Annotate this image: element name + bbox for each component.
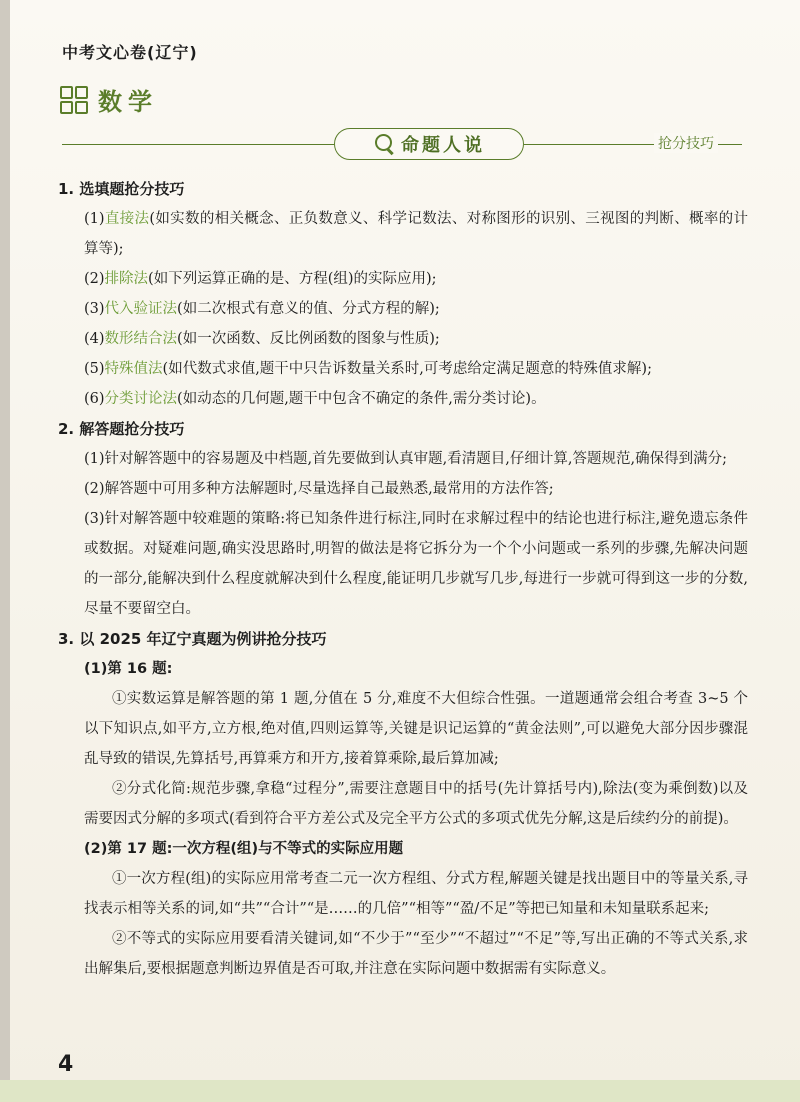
banner-tip: 抢分技巧 bbox=[654, 133, 718, 153]
list-item: (5)特殊值法(如代数式求值,题干中只告诉数量关系时,可考虑给定满足题意的特殊值求解); bbox=[84, 361, 652, 377]
paragraph: (3)针对解答题中较难题的策略:将已知条件进行标注,同时在求解过程中的结论也进行标注,避免遗忘条件或数据。对疑难问题,确实没思路时,明智的做法是将它拆分为一个个小问题或一系列的步骤,先解决问题的一部分,能解决到什么程度就解决到什么程度,能证明几步就写几步,每进行一步就可得到这一步的分数,尽量不要留空白。 bbox=[84, 511, 748, 617]
section-heading: 3. 以 2025 年辽宁真题为例讲抢分技巧 bbox=[58, 630, 327, 648]
section-banner bbox=[62, 128, 742, 160]
paragraph: (1)针对解答题中的容易题及中档题,首先要做到认真审题,看清题目,仔细计算,答题规范,确保得到满分; bbox=[84, 451, 727, 467]
list-item: (2)排除法(如下列运算正确的是、方程(组)的实际应用); bbox=[84, 271, 437, 287]
method-name: 数形结合法 bbox=[104, 331, 178, 347]
method-name: 特殊值法 bbox=[104, 361, 163, 377]
magnifier-icon bbox=[373, 133, 395, 155]
section-heading: 1. 选填题抢分技巧 bbox=[58, 180, 185, 198]
page-edge bbox=[0, 0, 10, 1102]
paragraph: ②不等式的实际应用要看清关键词,如“不少于”“至少”“不超过”“不足”等,写出正确的不等式关系,求出解集后,要根据题意判断边界值是否可取,并注意在实际问题中数据需有实际意义。 bbox=[84, 931, 748, 977]
banner-rule-left bbox=[62, 144, 334, 145]
banner-title: 命题人说 bbox=[401, 135, 485, 156]
grid-icon bbox=[60, 86, 88, 114]
paragraph: ①实数运算是解答题的第 1 题,分值在 5 分,难度不大但综合性强。一道题通常会组合考查 3~5 个以下知识点,如平方,立方根,绝对值,四则运算等,关键是识记运算的“黄金法则”,可以避免大部分因步骤混乱导致的错误,先算括号,再算乘方和开方,接着算乘除,最后算加减; bbox=[84, 691, 748, 767]
list-item: (1)直接法(如实数的相关概念、正负数意义、科学记数法、对称图形的识别、三视图的判断、概率的计算等); bbox=[84, 211, 749, 257]
paragraph: ①一次方程(组)的实际应用常考查二元一次方程组、分式方程,解题关键是找出题目中的等量关系,寻找表示相等关系的词,如“共”“合计”“是……的几倍”“相等”“盈/不足”等把已知量和未知量联系起来; bbox=[84, 871, 748, 917]
main-content bbox=[58, 174, 748, 984]
subsection-title: (2)第 17 题:一次方程(组)与不等式的实际应用题 bbox=[84, 841, 404, 857]
subject-title: 数学 bbox=[98, 88, 158, 116]
method-name: 排除法 bbox=[104, 271, 149, 287]
section-heading: 2. 解答题抢分技巧 bbox=[58, 420, 185, 438]
subject-heading bbox=[60, 82, 158, 117]
method-name: 分类讨论法 bbox=[104, 391, 178, 407]
paragraph: (2)解答题中可用多种方法解题时,尽量选择自己最熟悉,最常用的方法作答; bbox=[84, 481, 554, 497]
method-name: 直接法 bbox=[104, 211, 150, 227]
footer-band bbox=[0, 1080, 800, 1102]
banner-pill bbox=[334, 128, 524, 160]
paragraph: ②分式化简:规范步骤,拿稳“过程分”,需要注意题目中的括号(先计算括号内),除法(变为乘倒数)以及需要因式分解的多项式(看到符合平方差公式及完全平方公式的多项式优先分解,这是后续约分的前提)。 bbox=[84, 781, 748, 827]
subsection-title: (1)第 16 题: bbox=[84, 661, 173, 677]
series-title: 中考文心卷(辽宁) bbox=[62, 43, 198, 62]
method-name: 代入验证法 bbox=[104, 301, 178, 317]
list-item: (3)代入验证法(如二次根式有意义的值、分式方程的解); bbox=[84, 301, 440, 317]
list-item: (4)数形结合法(如一次函数、反比例函数的图象与性质); bbox=[84, 331, 440, 347]
list-item: (6)分类讨论法(如动态的几何题,题干中包含不确定的条件,需分类讨论)。 bbox=[84, 391, 546, 407]
page-number: 4 bbox=[58, 1052, 74, 1077]
